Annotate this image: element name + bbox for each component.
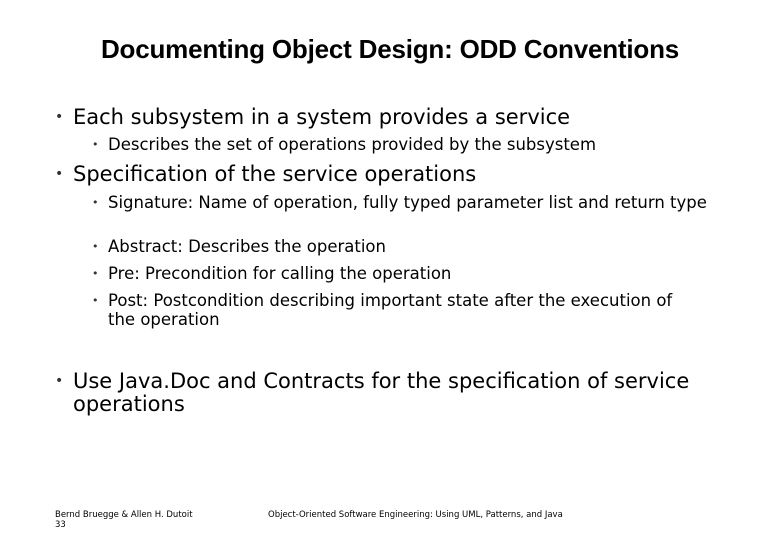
sub-bullet-describes-operations — [92, 135, 742, 154]
bullet-dot: • — [55, 166, 64, 182]
bullet-dot: • — [55, 109, 64, 125]
bullet-text: Abstract: Describes the operation — [108, 237, 386, 256]
bullet-subsystem-service — [55, 106, 755, 129]
bullet-text: Signature: Name of operation, fully typed parameter list and return type — [108, 193, 707, 212]
bullet-dot: • — [92, 294, 99, 307]
bullet-text: Specification of the service operations — [73, 162, 477, 186]
footer-book-title: Object-Oriented Software Engineering: Using UML, Patterns, and Java — [268, 510, 563, 520]
sub-bullet-pre — [92, 264, 742, 283]
bullet-dot: • — [92, 240, 99, 253]
sub-bullet-signature — [92, 193, 742, 212]
bullet-text: Pre: Precondition for calling the operation — [108, 264, 452, 283]
bullet-dot: • — [92, 267, 99, 280]
bullet-text: Describes the set of operations provided by the subsystem — [108, 135, 597, 154]
slide-title: Documenting Object Design: ODD Conventions — [100, 34, 680, 64]
footer-authors: Bernd Bruegge & Allen H. Dutoit — [55, 510, 193, 520]
footer-page-number: 33 — [55, 520, 66, 530]
footer-authors-block — [55, 510, 193, 530]
bullet-text: Post: Postcondition describing important state after the execution of the operation — [108, 291, 673, 329]
bullet-dot: • — [92, 138, 99, 151]
sub-bullet-abstract — [92, 237, 742, 256]
bullet-text: Use Java.Doc and Contracts for the specification of service operations — [73, 369, 690, 416]
bullet-dot: • — [92, 196, 99, 209]
bullet-dot: • — [55, 373, 64, 389]
bullet-specification — [55, 163, 755, 186]
bullet-text: Each subsystem in a system provides a service — [73, 105, 571, 129]
bullet-javadoc-contracts — [55, 370, 755, 416]
sub-bullet-post — [92, 291, 742, 329]
